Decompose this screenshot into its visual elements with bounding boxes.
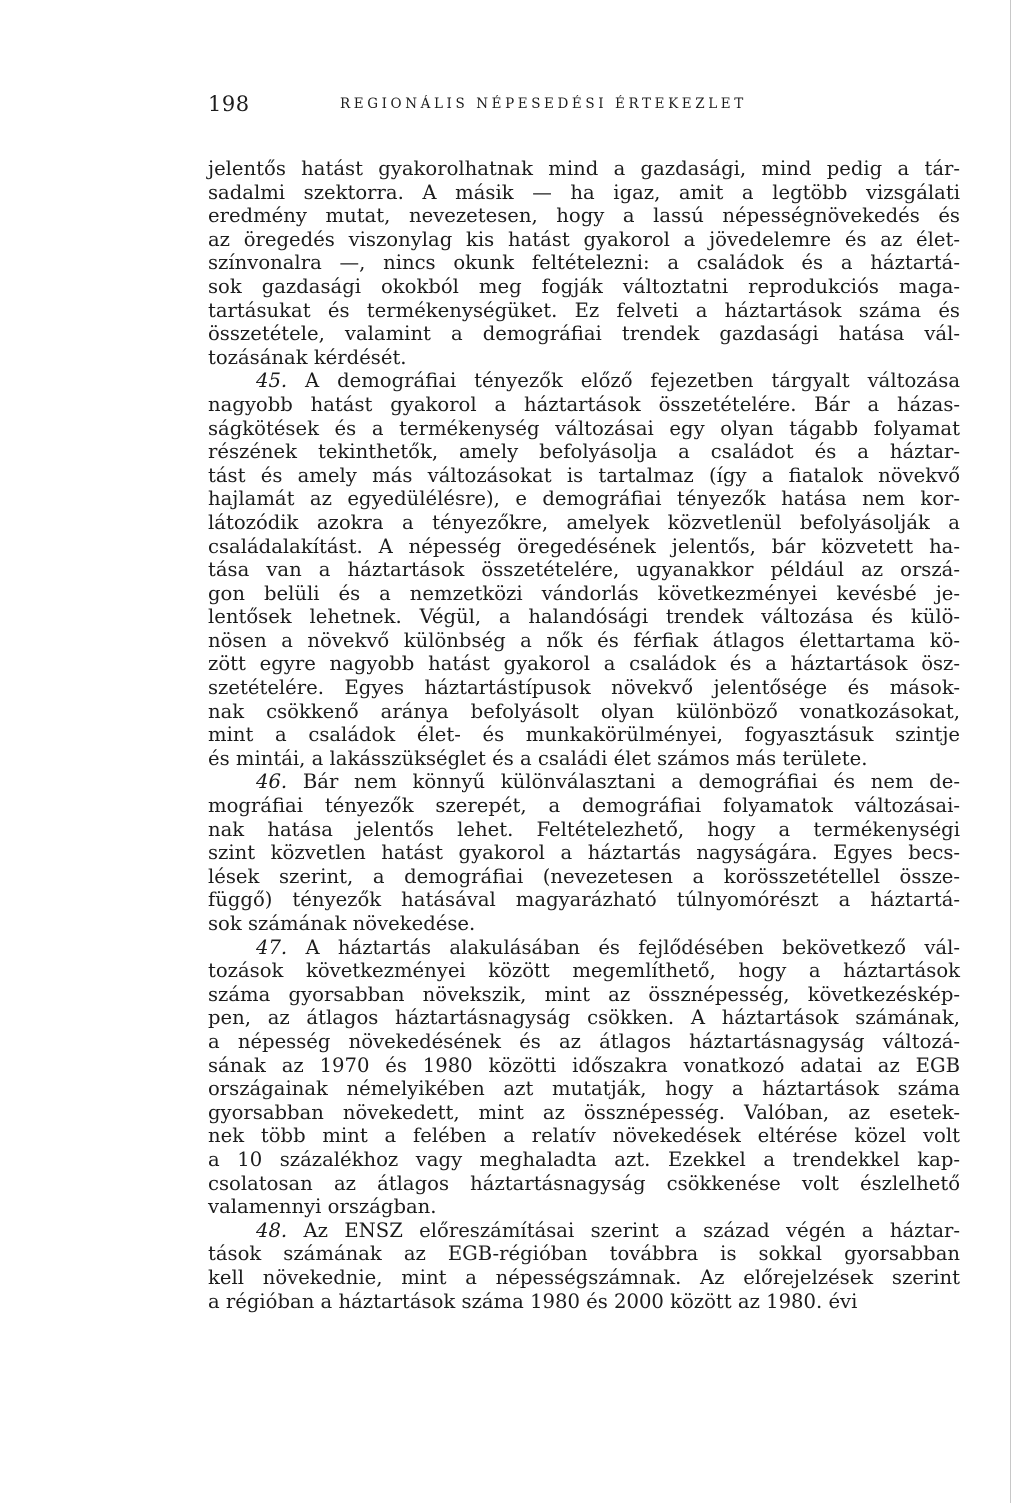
text-line [208,228,960,252]
text-line [208,1172,960,1196]
line-text: A háztartás alakulásában és fejlődésében bekövetkező vál- [287,935,960,959]
text-line [208,464,960,488]
line-text: tást és amely más változásokat is tartalmaz (így a fiatalok növekvő [208,463,960,487]
line-text: színvonalra —, nincs okunk feltételezni: a családok és a háztartá- [208,251,960,275]
line-text: mográfiai tényezők szerepét, a demográfiai folyamatok változásai- [208,794,960,818]
line-text: nak csökkenő aránya befolyásolt olyan különböző vonatkozásokat, [208,699,960,723]
text-line [208,629,960,653]
text-line [208,936,960,960]
line-text: sadalmi szektorra. A másik — ha igaz, amit a legtöbb vizsgálati [208,180,960,204]
line-text: nösen a növekvő különbség a nők és férfiak átlagos élettartama kö- [208,628,960,652]
line-text: zött egyre nagyobb hatást gyakorol a családok és a háztartások ösz- [208,652,960,676]
line-text: mint a családok élet- és munkakörülményei, fogyasztásuk szintje [208,723,960,747]
text-line [208,558,960,582]
page-header [208,92,960,120]
text-line [208,888,960,912]
line-text: összetétele, valamint a demográfiai trendek gazdasági hatása vál- [208,322,960,346]
line-text: sok gazdasági okokból meg fogják változtatni reprodukciós maga- [208,274,960,298]
line-text: pen, az átlagos háztartásnagyság csökken. A háztartások számának, [208,1006,960,1030]
line-text: a régióban a háztartások száma 1980 és 2000 között az 1980. évi [208,1289,858,1313]
line-text: részének tekinthetők, amely befolyásolja a családot és a háztar- [208,440,960,464]
line-text: tozások következményei között megemlíthető, hogy a háztartások [208,959,960,983]
line-text: Az ENSZ előreszámításai szerint a század végén a háztar- [287,1218,960,1242]
line-text: a 10 százalékhoz vagy meghaladta azt. Ezekkel a trendekkel kap- [208,1147,960,1171]
line-text: tások számának az EGB-régióban továbbra is sokkal gyorsabban [208,1242,960,1266]
text-line [208,535,960,559]
line-text: tartásukat és termékenységüket. Ez felveti a háztartások száma és [208,298,960,322]
text-line [208,346,960,370]
text-line [208,440,960,464]
line-text: szetételére. Egyes háztartástípusok növekvő jelentősége és mások- [208,676,960,700]
text-line [208,487,960,511]
text-line [208,1290,960,1314]
line-text: nek több mint a felében a relatív növekedések eltérése közel volt [208,1124,960,1148]
line-text: az öregedés viszonylag kis hatást gyakorol a jövedelemre és az élet- [208,227,960,251]
text-line [208,652,960,676]
text-line [208,912,960,936]
line-text: lentősek lehetnek. Végül, a halandósági trendek változása és külö- [208,605,960,629]
line-text: Bár nem könnyű különválasztani a demográfiai és nem de- [287,770,960,794]
line-text: sok számának növekedése. [208,912,476,935]
text-line [208,700,960,724]
text-line [208,1148,960,1172]
text-line [208,204,960,228]
text-line [208,959,960,983]
text-line [208,841,960,865]
text-line [208,983,960,1007]
paragraph-number: 46. [256,770,288,794]
paragraph-number: 47. [256,935,288,959]
text-line [208,1219,960,1243]
page-number: 198 [208,92,250,116]
text-line [208,299,960,323]
text-line [208,794,960,818]
text-line [208,157,960,181]
text-line [208,393,960,417]
text-line [208,676,960,700]
text-line [208,747,960,771]
text-line [208,770,960,794]
text-line [208,818,960,842]
line-text: gon belüli és a nemzetközi vándorlás következményei kevésbé je- [208,581,960,605]
text-line [208,1266,960,1290]
line-text: száma gyorsabban növekszik, mint az össznépesség, következéskép- [208,982,960,1006]
text-line [208,1101,960,1125]
line-text: tása van a háztartások összetételére, ugyanakkor például az orszá- [208,558,960,582]
line-text: hajlamát az egyedülélésre), e demográfiai tényezők hatása nem kor- [208,487,960,511]
paragraph-number: 45. [256,369,288,393]
text-line [208,322,960,346]
paragraph-number: 48. [256,1218,288,1242]
line-text: családalakítást. A népesség öregedésének jelentős, bár közvetett ha- [208,534,960,558]
text-line [208,605,960,629]
line-text: országainak némelyikében azt mutatják, hogy a háztartások száma [208,1077,960,1101]
running-title: REGIONÁLIS NÉPESEDÉSI ÉRTEKEZLET [340,96,747,112]
text-line [208,369,960,393]
line-text: tozásának kérdését. [208,345,407,369]
line-text: sának az 1970 és 1980 közötti időszakra vonatkozó adatai az EGB [208,1053,960,1077]
text-line [208,1077,960,1101]
page-edge-line [1010,0,1011,1503]
text-line [208,1124,960,1148]
line-text: nagyobb hatást gyakorol a háztartások összetételére. Bár a házas- [208,392,960,416]
line-text: a népesség növekedésének és az átlagos háztartásnagyság változá- [208,1029,960,1053]
line-text: eredmény mutat, nevezetesen, hogy a lassú népességnövekedés és [208,204,960,228]
text-line [208,1054,960,1078]
line-text: lések szerint, a demográfiai (nevezetesen a korösszetétellel össze- [208,864,960,888]
line-text: gyorsabban növekedett, mint az össznépesség. Valóban, az esetek- [208,1100,960,1124]
text-line [208,582,960,606]
line-text: nak hatása jelentős lehet. Feltételezhető, hogy a termékenységi [208,817,960,841]
text-line [208,181,960,205]
line-text: ságkötések és a termékenység változásai egy olyan tágabb folyamat [208,416,960,440]
text-line [208,723,960,747]
text-line [208,1006,960,1030]
text-line [208,1195,960,1219]
line-text: kell növekednie, mint a népességszámnak. Az előrejelzések szerint [208,1265,960,1289]
line-text: függő) tényezők hatásával magyarázható túlnyomórészt a háztartá- [208,888,960,912]
line-text: és mintái, a lakásszükséglet és a családi élet számos más területe. [208,746,868,770]
line-text: csolatosan az átlagos háztartásnagyság csökkenése volt észlelhető [208,1171,960,1195]
text-line [208,275,960,299]
text-line [208,511,960,535]
line-text: jelentős hatást gyakorolhatnak mind a gazdasági, mind pedig a tár- [208,157,960,180]
line-text: látozódik azokra a tényezőkre, amelyek közvetlenül befolyásolják a [208,510,960,534]
line-text: valamennyi országban. [208,1195,437,1219]
text-line [208,251,960,275]
text-line [208,417,960,441]
line-text: A demográfiai tényezők előző fejezetben tárgyalt változása [287,369,960,393]
text-line [208,1242,960,1266]
text-line [208,1030,960,1054]
text-line [208,865,960,889]
line-text: szint közvetlen hatást gyakorol a háztartás nagyságára. Egyes becs- [208,841,960,865]
body-text [208,157,960,1313]
